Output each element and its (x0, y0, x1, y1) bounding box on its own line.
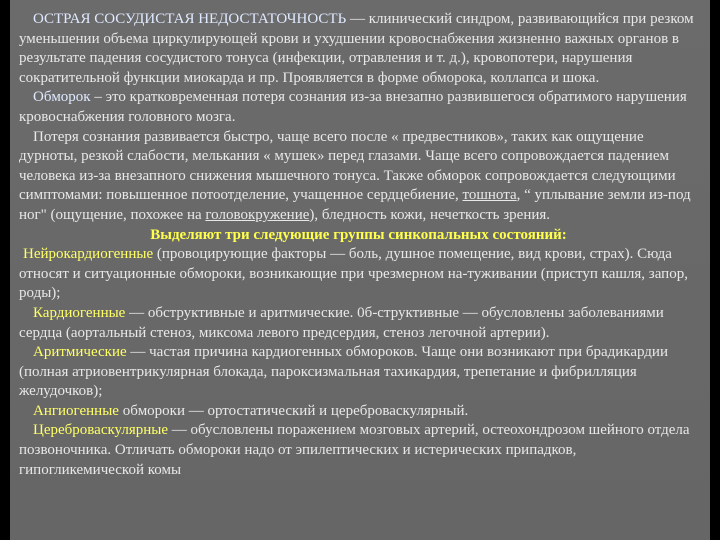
definition-text: — клинический синдром, развивающийся при резком уменьшении объема циркулирующей крови и ухудшении кровоснабжения жизненно важных органов в результате падения сосудистого тонуса (инфекции, отравления и т. д.), кровопотери, нарушения сократительной функции миокарда и пр. Проявляется в форме обморока, коллапса и шока. (19, 11, 694, 86)
link-nausea[interactable]: тошнота (462, 187, 517, 204)
symptoms-text-a: Потеря сознания развивается быстро, чаще всего после « предвестников», таких как ощущение дурноты, резкой слабости, мелькания « мушек» перед глазами. Чаще всего сопровождается падением человека из-за внезапного снижения мышечного тонуса. Также обморок сопровождается следующими симптомами: повышенное потоотделение, учащенное сердцебиение, (19, 128, 676, 204)
link-dizziness[interactable]: головокружение (205, 206, 310, 223)
paragraph-angiogenic (19, 402, 698, 422)
cardiogenic-text: — обструктивные и аритмические. 0б-структивные — обусловлены заболеваниями сердца (аортальный стеноз, миксома левого предсердия, стеноз легочной артерии). (19, 304, 664, 341)
term-angiogenic: Ангиогенные (33, 402, 119, 419)
paragraph-arrhythmic (19, 343, 698, 402)
paragraph-syncope (19, 88, 698, 127)
term-cardiogenic: Кардиогенные (33, 304, 126, 321)
symptoms-text-b: , “ уплывание земли из-под ног" (ощущение, похожее на (19, 187, 691, 223)
paragraph-cardiogenic (19, 304, 698, 343)
paragraph-neurocardiogenic (19, 245, 698, 304)
paragraph-symptoms (19, 128, 698, 226)
arrhythmic-text: — частая причина кардиогенных обмороков. Чаще они возникают при брадикардии (полная атриовентрикулярная блокада, пароксизмальная тахикардия, трепетание и фибрилляция желудочков); (19, 344, 668, 400)
paragraph-definition (19, 10, 698, 88)
angiogenic-text: обмороки — ортостатический и цереброваскулярный. (118, 402, 469, 419)
syncope-text: – это кратковременная потеря сознания из-за внезапно развившегося обратимого нарушения кровоснабжения головного мозга. (19, 89, 687, 125)
term-acute-vascular-insufficiency: ОСТРАЯ СОСУДИСТАЯ НЕДОСТАТОЧНОСТЬ (33, 11, 347, 27)
neurocardiogenic-text: (провоцирующие факторы — боль, душное помещение, вид крови, страх). Сюда относят и ситуационные обмороки, возникающие при чрезмерном на-туживании (приступ кашля, запор, роды); (19, 246, 688, 302)
term-neurocardiogenic: Нейрокардиогенные (23, 246, 154, 263)
paragraph-cerebrovascular (19, 421, 698, 480)
section-heading: Выделяют три следующие группы синкопальных состояний: (150, 226, 567, 243)
slide-content (10, 0, 710, 540)
term-syncope: Обморок (33, 89, 91, 106)
cerebrovascular-text: — обусловлены поражением мозговых артерий, остеохондрозом шейного отдела позвоночника. Отличать обмороки надо от эпилептических и истерических припадков, гипогликемической комы (19, 422, 690, 478)
symptoms-text-c: ), бледность кожи, нечеткость зрения. (309, 206, 551, 223)
term-cerebrovascular: Цереброваскулярные (33, 422, 169, 439)
term-arrhythmic: Аритмические (33, 344, 127, 361)
